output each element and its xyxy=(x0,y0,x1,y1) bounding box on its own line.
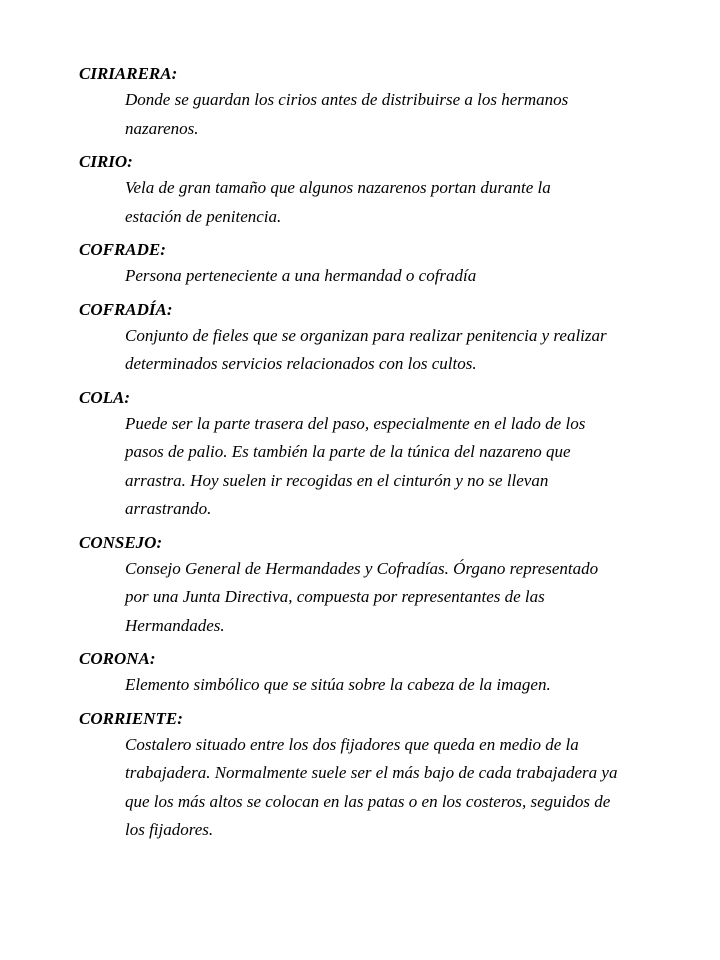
definition-line: Elemento simbólico que se sitúa sobre la cabeza de la imagen. xyxy=(125,675,551,694)
term-cofrade: COFRADE: xyxy=(79,240,166,259)
entry-consejo xyxy=(79,531,696,641)
definition-line: Donde se guardan los cirios antes de distribuirse a los hermanos xyxy=(125,90,569,109)
definition-line: Consejo General de Hermandades y Cofradías. Órgano representado xyxy=(125,558,599,578)
definition-consejo xyxy=(125,555,696,641)
entry-cofradia xyxy=(79,298,696,379)
term-corona: CORONA: xyxy=(79,649,156,668)
definition-line: Hermandades. xyxy=(125,615,225,635)
entry-cola xyxy=(79,386,696,524)
definition-cola xyxy=(125,410,696,524)
definition-corriente xyxy=(125,731,696,845)
definition-line: Vela de gran tamaño que algunos nazarenos portan durante la xyxy=(125,178,551,197)
definition-cofradia xyxy=(125,322,696,379)
term-corriente: CORRIENTE: xyxy=(79,708,183,728)
definition-corona xyxy=(125,671,696,700)
term-cola: COLA: xyxy=(79,387,130,407)
definition-line: Costalero situado entre los dos fijadores que queda en medio de la xyxy=(125,734,579,754)
term-ciriarera: CIRIARERA: xyxy=(79,64,178,83)
definition-line: trabajadera. Normalmente suele ser el más bajo de cada trabajadera ya xyxy=(125,763,618,782)
definition-cofrade xyxy=(125,262,696,291)
definition-ciriarera xyxy=(125,86,696,143)
definition-line: pasos de palio. Es también la parte de la túnica del nazareno que xyxy=(125,442,571,461)
definition-line: determinados servicios relacionados con los cultos. xyxy=(125,354,477,373)
definition-line: arrastrando. xyxy=(125,499,212,518)
definition-line: por una Junta Directiva, compuesta por representantes de las xyxy=(125,587,545,606)
definition-cirio xyxy=(125,174,696,231)
definition-line: los fijadores. xyxy=(125,820,214,839)
term-cirio: CIRIO: xyxy=(79,152,133,171)
entry-corona xyxy=(79,647,696,700)
entry-cirio xyxy=(79,150,696,231)
term-consejo: CONSEJO: xyxy=(79,532,163,552)
definition-line: Persona perteneciente a una hermandad o cofradía xyxy=(125,266,477,285)
definition-line: Conjunto de fieles que se organizan para realizar penitencia y realizar xyxy=(125,325,607,345)
definition-line: estación de penitencia. xyxy=(125,206,282,226)
entry-cofrade xyxy=(79,238,696,291)
term-cofradia: COFRADÍA: xyxy=(79,299,173,319)
entry-ciriarera xyxy=(79,62,696,143)
definition-line: que los más altos se colocan en las patas o en los costeros, seguidos de xyxy=(125,791,611,811)
definition-line: Puede ser la parte trasera del paso, especialmente en el lado de los xyxy=(125,413,586,433)
entry-corriente xyxy=(79,707,696,845)
definition-line: nazarenos. xyxy=(125,118,199,138)
definition-line: arrastra. Hoy suelen ir recogidas en el cinturón y no se llevan xyxy=(125,470,549,490)
